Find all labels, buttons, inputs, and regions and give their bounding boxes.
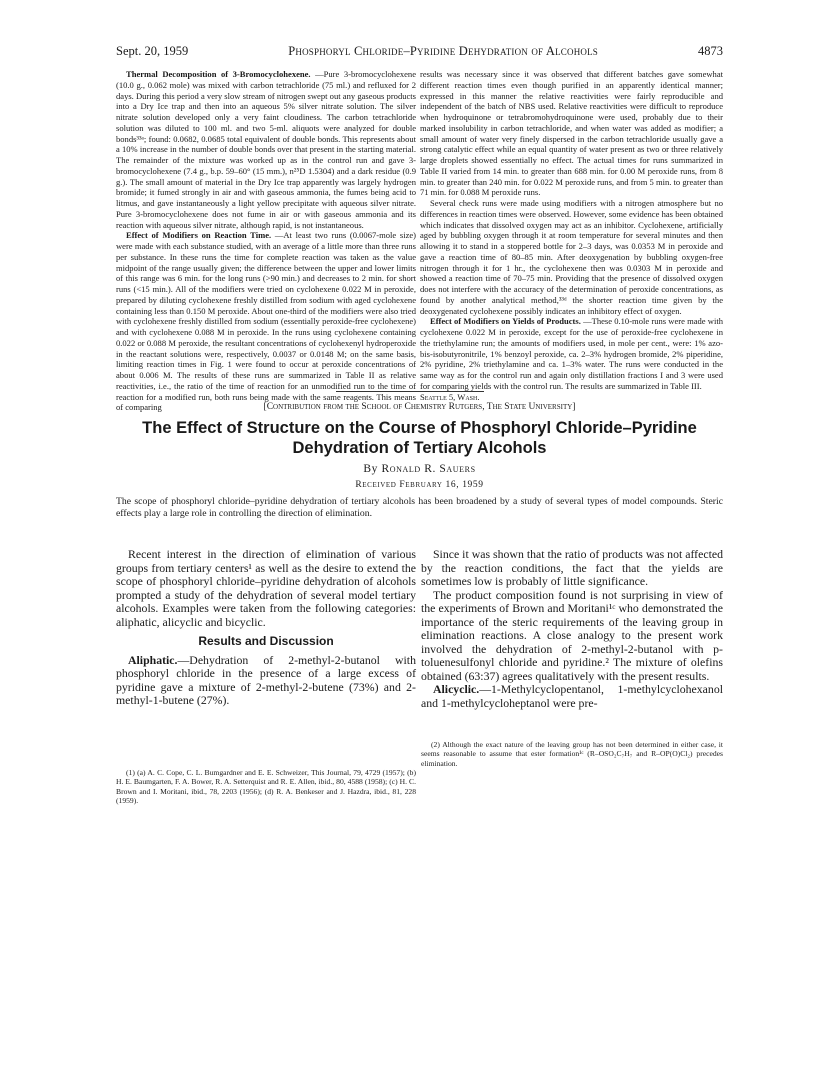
paragraph: Thermal Decomposition of 3-Bromocyclohexene. —Pure 3-bromocyclohexene (10.0 g., 0.062 mole) was mixed with carbon tetrachloride (75 ml.) and refluxed for 2 days. During this period a very slow stream of nitrogen swept out any gaseous products into a Dry Ice trap and then into an aqueous 5% silver nitrate solution. The silver nitrate solution developed only a very faint cloudiness. The carbon tetrachloride solution was diluted to 100 ml. and two 5-ml. aliquots were analyzed for double bonds³³ᵃ; found: 0.0682, 0.0685 total equivalent of double bonds. This represents about a 10% increase in the number of double bonds over that present in the starting material. The remainder of the mixture was worked up as in the control run and gave 3-bromocyclohexene (7.4 g., b.p. 59–60° (15 mm.), n²⁵D 1.5304) and a dark residue (0.9 g.). The small amount of material in the Dry Ice trap apparently was largely hydrogen bromide; it fumed strongly in air and with gaseous ammonia, the fumes being acid to litmus, and gave instantaneously a light yellow precipitate with aqueous silver nitrate. Pure 3-bromocyclohexene does not fume in air or with gaseous ammonia and its reaction with aqueous silver nitrate, although rapid, is not instantaneous. — [116, 69, 416, 230]
run-in-heading: Effect of Modifiers on Reaction Time. — [126, 230, 272, 241]
article-title: The Effect of Structure on the Course of Phosphoryl Chloride–Pyridine Dehydration of Tertiary Alcohols — [142, 419, 697, 457]
paragraph: Since it was shown that the ratio of products was not affected by the reaction conditions, the fact that the yields are sometimes low is probably of little significance. — [421, 547, 723, 589]
article-left-column — [116, 548, 416, 708]
footnote: (2) Although the exact nature of the leaving group has not been determined in either case, it seems reasonable to assume that ester formation¹ᶜ (R–OSO₂C₇H₇ and R–OP(O)Cl₂) precedes elimination. — [421, 740, 723, 768]
footnotes-right — [421, 740, 723, 768]
section-heading: Results and Discussion — [198, 634, 334, 649]
paragraph: Recent interest in the direction of elimination of various groups from tertiary centers¹ as well as the desire to extend the scope of phosphoryl chloride–pyridine dehydration of alcohols prompted a study of the dehydration of several model tertiary alcohols. Examples were taken from the following categories: aliphatic, alicyclic and bicyclic. — [116, 547, 416, 629]
affiliation-signature: Seattle 5, Wash. — [420, 391, 480, 402]
running-header — [116, 44, 723, 62]
paragraph: The product composition found is not surprising in view of the experiments of Brown and Moritani¹ᶜ who demonstrated the importance of the steric requirements of the leaving group in elimination reactions. A close analogy to the present work involved the dehydration of 2-methyl-2-butanol with p-toluenesulfonyl chloride and pyridine.² The mixture of olefins obtained (63:37) agrees qualitatively with the present results. — [421, 587, 723, 683]
run-in-heading: Alicyclic. — [433, 682, 480, 697]
author-line: By Ronald R. Sauers — [363, 463, 476, 475]
footnote: (1) (a) A. C. Cope, C. L. Bumgardner and E. E. Schweizer, This Journal, 79, 4729 (1957); (b) H. E. Baumgarten, F. A. Bower, R. A. Setterquist and R. E. Allen, ibid., 80, 4588 (1958); (c) H. C. Brown and I. Moritani, ibid., 78, 2203 (1956); (d) R. A. Benkeser and J. Hazdra, ibid., 81, 228 (1959). — [116, 768, 416, 805]
contribution-line: [Contribution from the School of Chemistry Rutgers, The State University] — [263, 402, 576, 412]
separator-rule — [336, 391, 484, 392]
author-name: Ronald R. Sauers — [381, 463, 476, 475]
paragraph: Effect of Modifiers on Reaction Time. —At least two runs (0.0067-mole size) were made with each substance studied, with an average of a little more than three runs per substance. In these runs the time for complete reaction was taken as the value midpoint of the range usually given; the difference between the upper and lower limits of this range was 6 min. for the long runs (>90 min.) and decreases to 2 min. for short runs (<15 min.). All of the modifiers were tried on cyclohexene 0.022 M in peroxide, prepared by diluting cyclohexene freshly distilled from sodium with aged cyclohexene containing less than 0.150 M peroxide. About one-third of the modifiers were also tried with cyclohexene freshly distilled from sodium (essentially peroxide-free cyclohexene) and with cyclohexene 0.088 M in peroxide. In the runs using cyclohexene containing 0.022 or 0.088 M peroxide, the resultant concentrations of cyclohexenyl hydroperoxide in the reactant solutions were, respectively, 0.0037 or 0.0148 M; on the same basis, limiting reaction times in Fig. 1 were found to occur at peroxide concentrations of about 0.006 M. The results of these runs are summarized in Table II as relative reactivities, i.e., the ratio of the time of reaction for an unmodified run to the time of reaction for a modified run, both runs being made with the same reagents. This means of comparing — [116, 230, 416, 413]
paragraph: Several check runs were made using modifiers with a nitrogen atmosphere but no differences in reaction times were observed. However, some evidence has been obtained which indicates that dissolved oxygen may act as an inhibitor. Cyclohexene, artificially aged by bubbling oxygen through it at room temperature for several minutes and then allowing it to stand in a stoppered bottle for 2–3 days, was 0.0353 M in peroxide and gave a reaction time of 80–85 min. After deoxygenation by bubbling oxygen-free nitrogen through it for 1 hr., the cyclohexene then was 0.0303 M in peroxide and showed a reaction time of 70–75 min. Providing that the presence of dissolved oxygen does not interfere with the accuracy of the determination of peroxide concentrations, as found by another analytical method,³³ᵈ the shorter reaction time given by the deoxygenated cyclohexene possibly indicates an inhibitory effect of oxygen. — [420, 198, 723, 316]
run-in-heading: Thermal Decomposition of 3-Bromocyclohexene. — [126, 69, 311, 79]
footnotes-left — [116, 768, 416, 805]
paragraph: Aliphatic.—Dehydration of 2-methyl-2-butanol with phosphoryl chloride in the presence of a large excess of pyridine gave a mixture of 2-methyl-2-butene (73%) and 2-methyl-1-butene (27%). — [116, 652, 416, 708]
run-in-heading: Effect of Modifiers on Yields of Products. — [430, 316, 581, 327]
run-in-heading: Aliphatic. — [128, 652, 178, 667]
received-date: Received February 16, 1959 — [355, 480, 484, 490]
previous-article-right-column — [420, 69, 723, 402]
article-right-column — [421, 548, 723, 711]
paragraph: Alicyclic.—1-Methylcyclopentanol, 1-methylcyclohexanol and 1-methylcycloheptanol were pre- — [421, 682, 723, 711]
previous-article-left-column — [116, 69, 416, 413]
header-date: Sept. 20, 1959 — [116, 44, 189, 58]
header-running-title: Phosphoryl Chloride–Pyridine Dehydration of Alcohols — [288, 44, 598, 58]
header-page-number: 4873 — [698, 44, 723, 58]
paragraph: results was necessary since it was observed that different batches gave somewhat different reaction times even though purified in an apparently identical manner; expressed in this manner the relative reactivities were fairly reproducible and independent of the batch of NBS used. Relative reactivities were difficult to reproduce when hydroquinone or tetrabromohydroquinone were used, probably due to their marked insolubility in carbon tetrachloride, and when water was added as modifier; a small amount of water very finely dispersed in the carbon tetrachloride usually gave a strong catalytic effect while an equal quantity of water present as two or three relatively large droplets showed essentially no effect. The actual times for runs summarized in Table II varied from 14 min. to greater than 688 min. for 0.00 M peroxide runs, from 8 min. to greater than 240 min. for 0.022 M peroxide runs, and from 5 min. to greater than 71 min. for 0.088 M peroxide runs. — [420, 69, 723, 198]
paragraph: Effect of Modifiers on Yields of Products. —These 0.10-mole runs were made with cyclohexene 0.022 M in peroxide, except for the use of peroxide-free cyclohexene in the triethylamine run; the amounts of modifiers used, in mole per cent., were: 1% azo-bis-isobutyronitrile, 1% benzoyl peroxide, ca. 2–3% hydrogen bromide, 2% piperidine, 2% pyridine, 2% triethylamine and ca. 1–3% water. The runs were conducted in the same way as for the control run and again only distillation fractions I and 3 were used for comparing yields with the control run. The results are summarized in Table III. — [420, 316, 724, 391]
abstract: The scope of phosphoryl chloride–pyridine dehydration of tertiary alcohols has been broadened by a study of several types of model compounds. Steric effects play a large role in controlling the direction of elimination. — [116, 496, 723, 519]
